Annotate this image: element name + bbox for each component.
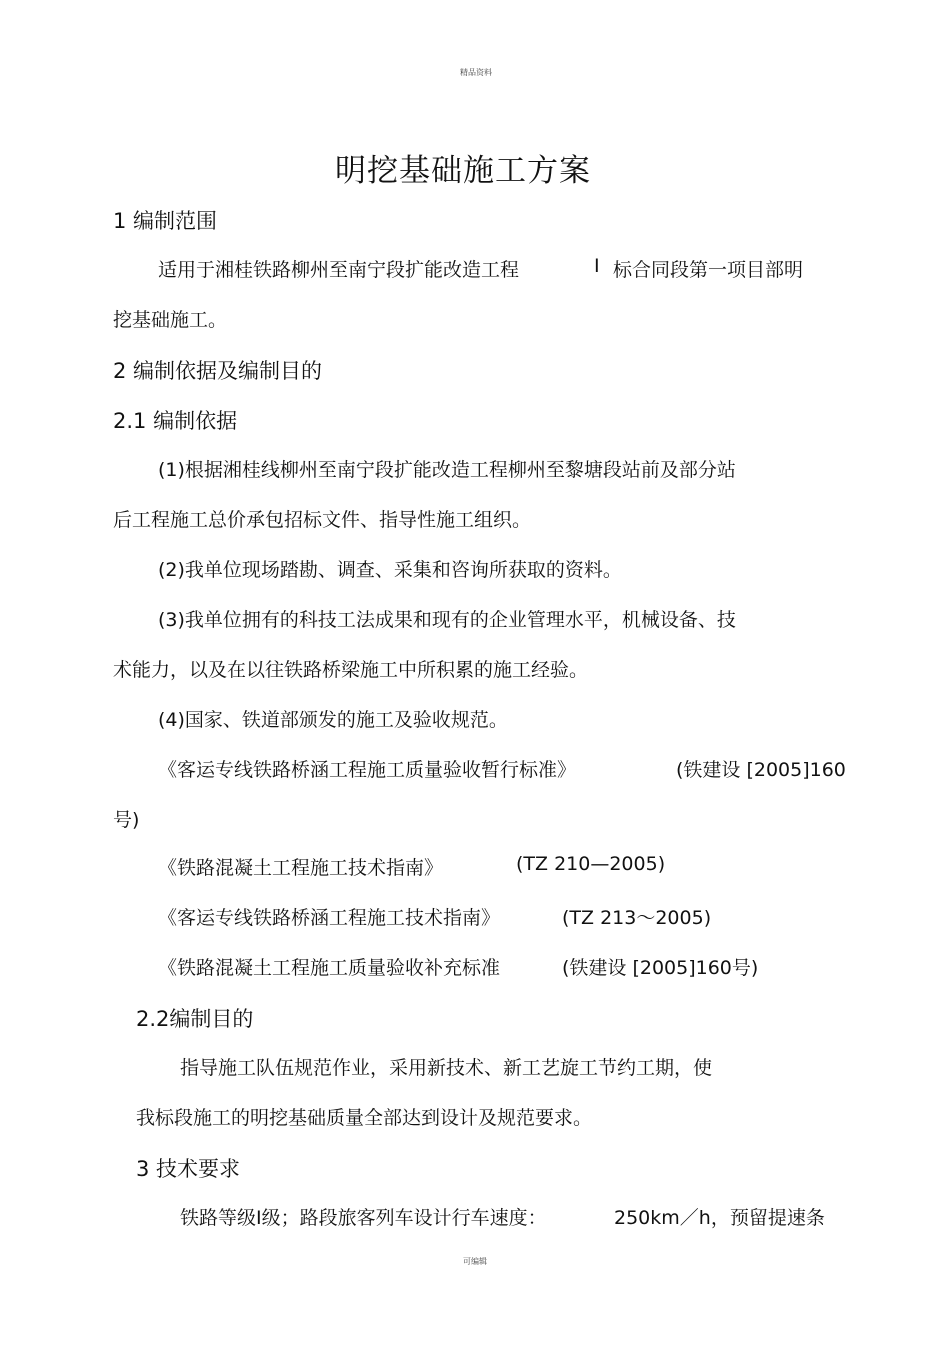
paragraph-line: 标合同段第一项目部明 [613,259,804,281]
paragraph-line: (1)根据湘桂线柳州至南宁段扩能改造工程柳州至黎塘段站前及部分站 [158,459,736,481]
section-2-1-heading: 2.1 编制依据 [113,409,238,433]
paragraph-line: 铁路等级Ⅰ级；路段旅客列车设计行车速度： [180,1207,547,1229]
paragraph-line: 号) [113,809,140,831]
paragraph-line: 我标段施工的明挖基础质量全部达到设计及规范要求。 [136,1107,593,1129]
paragraph-line: 术能力，以及在以往铁路桥梁施工中所积累的施工经验。 [113,659,589,681]
standard-code: (铁建设 [2005]160号) [562,957,759,979]
paragraph-line: 适用于湘桂铁路柳州至南宁段扩能改造工程 [158,259,520,281]
section-3-heading: 3 技术要求 [136,1157,241,1181]
page-title: 明挖基础施工方案 [335,153,591,189]
section-2-2-heading: 2.2编制目的 [136,1007,254,1031]
standard-code: (TZ 213～2005) [562,907,712,929]
standard-ref: 《客运专线铁路桥涵工程施工质量验收暂行标准》 [158,759,577,781]
paragraph-line: Ⅰ [594,255,600,277]
paragraph-line: 指导施工队伍规范作业，采用新技术、新工艺旋工节约工期，使 [180,1057,713,1079]
paragraph-line: 250km／h，预留提速条 [614,1207,825,1229]
standard-ref: 《铁路混凝土工程施工技术指南》 [158,857,444,879]
standard-ref: 《客运专线铁路桥涵工程施工技术指南》 [158,907,501,929]
paragraph-line: (2)我单位现场踏勘、调查、采集和咨询所获取的资料。 [158,559,622,581]
paragraph-line: 挖基础施工。 [113,309,228,331]
footer-note: 可编辑 [463,1257,487,1266]
paragraph-line: (4)国家、铁道部颁发的施工及验收规范。 [158,709,508,731]
section-2-heading: 2 编制依据及编制目的 [113,359,323,383]
standard-code: (铁建设 [2005]160 [676,759,846,781]
header-note: 精品资料 [460,68,492,77]
paragraph-line: 后工程施工总价承包招标文件、指导性施工组织。 [113,509,532,531]
section-1-heading: 1 编制范围 [113,209,218,233]
standard-ref: 《铁路混凝土工程施工质量验收补充标准 [158,957,501,979]
paragraph-line: (3)我单位拥有的科技工法成果和现有的企业管理水平，机械设备、技 [158,609,736,631]
standard-code: (TZ 210—2005) [516,853,666,875]
